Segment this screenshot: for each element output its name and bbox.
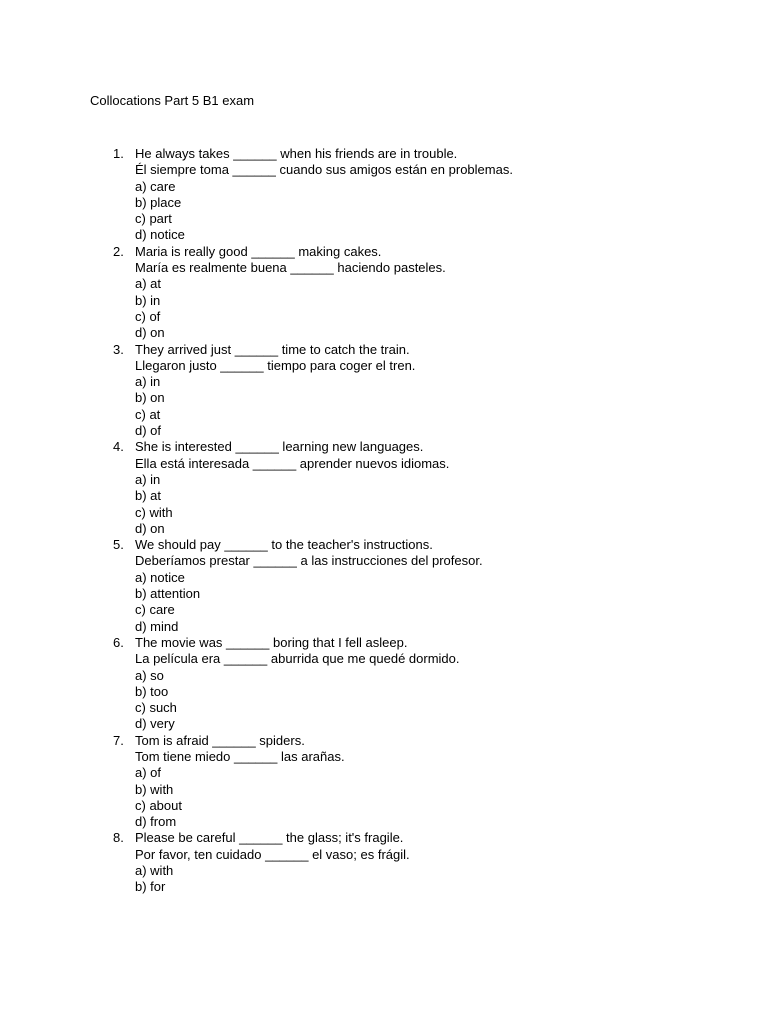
answer-option: a) care: [135, 178, 176, 194]
question-item: [90, 439, 710, 537]
question-item: [90, 635, 710, 733]
question-spanish: Llegaron justo ______ tiempo para coger el tren.: [135, 357, 416, 373]
answer-option: a) at: [135, 276, 162, 292]
question-number: 4.: [113, 439, 124, 455]
question-item: [90, 146, 710, 244]
answer-option: b) at: [135, 488, 162, 504]
question-item: [90, 537, 710, 635]
answer-option: d) very: [135, 716, 175, 732]
question-number: 1.: [113, 146, 124, 161]
question-item: [90, 830, 710, 895]
question-english: They arrived just ______ time to catch the train.: [135, 341, 410, 357]
answer-option: a) so: [135, 667, 164, 683]
answer-option: a) of: [135, 765, 162, 781]
question-number: 6.: [113, 634, 124, 650]
answer-option: d) on: [135, 325, 165, 341]
answer-option: c) at: [135, 406, 161, 422]
question-english: Maria is really good ______ making cakes.: [135, 243, 382, 259]
answer-option: c) of: [135, 308, 161, 324]
answer-option: d) mind: [135, 618, 179, 634]
question-spanish: María es realmente buena ______ haciendo pasteles.: [135, 260, 446, 276]
question-item: [90, 733, 710, 831]
answer-option: c) care: [135, 602, 175, 618]
answer-option: b) for: [135, 879, 166, 895]
question-spanish: Tom tiene miedo ______ las arañas.: [135, 748, 345, 764]
question-list: [90, 146, 710, 896]
answer-option: a) with: [135, 863, 174, 879]
question-item: [90, 244, 710, 342]
question-item: [90, 342, 710, 440]
question-english: We should pay ______ to the teacher's instructions.: [135, 537, 433, 553]
question-number: 8.: [113, 830, 124, 846]
answer-option: a) notice: [135, 569, 185, 585]
answer-option: d) notice: [135, 227, 185, 243]
answer-option: d) from: [135, 814, 177, 830]
answer-option: b) attention: [135, 586, 201, 602]
question-number: 7.: [113, 732, 124, 748]
question-number: 5.: [113, 537, 124, 553]
question-spanish: Por favor, ten cuidado ______ el vaso; es frágil.: [135, 846, 410, 862]
question-spanish: La película era ______ aburrida que me quedé dormido.: [135, 651, 460, 667]
answer-option: a) in: [135, 471, 161, 487]
answer-option: a) in: [135, 374, 161, 390]
answer-option: b) on: [135, 390, 165, 406]
question-number: 2.: [113, 243, 124, 259]
question-english: Tom is afraid ______ spiders.: [135, 732, 305, 748]
question-english: Please be careful ______ the glass; it's fragile.: [135, 830, 404, 846]
document-title: Collocations Part 5 B1 exam: [90, 93, 255, 108]
answer-option: d) of: [135, 423, 162, 439]
question-english: He always takes ______ when his friends are in trouble.: [135, 146, 458, 161]
answer-option: d) on: [135, 520, 165, 536]
answer-option: c) part: [135, 211, 172, 227]
answer-option: c) with: [135, 504, 173, 520]
question-english: The movie was ______ boring that I fell asleep.: [135, 634, 408, 650]
answer-option: b) too: [135, 683, 169, 699]
question-number: 3.: [113, 341, 124, 357]
question-spanish: Ella está interesada ______ aprender nuevos idiomas.: [135, 455, 450, 471]
answer-option: b) with: [135, 781, 174, 797]
answer-option: b) place: [135, 194, 182, 210]
answer-option: c) about: [135, 797, 182, 813]
question-english: She is interested ______ learning new languages.: [135, 439, 424, 455]
answer-option: b) in: [135, 292, 161, 308]
question-spanish: Él siempre toma ______ cuando sus amigos están en problemas.: [135, 162, 513, 178]
question-spanish: Deberíamos prestar ______ a las instrucciones del profesor.: [135, 553, 483, 569]
answer-option: c) such: [135, 700, 177, 716]
